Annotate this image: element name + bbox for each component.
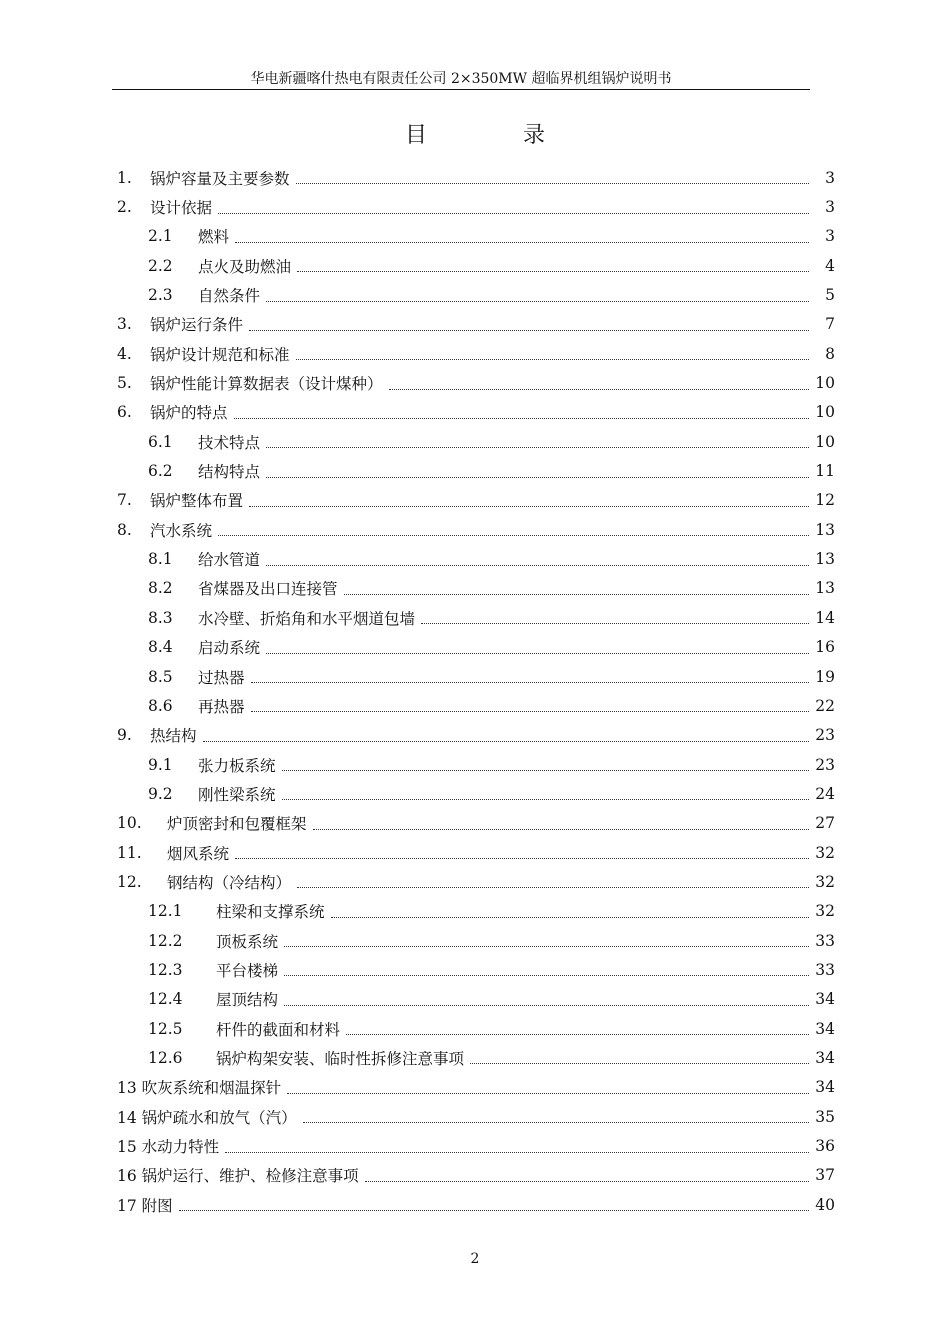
toc-entry-label: 烟风系统 [167, 844, 230, 863]
toc-entry[interactable] [117, 574, 835, 603]
toc-entry-label: 锅炉设计规范和标准 [150, 345, 290, 364]
toc-entry-label: 柱梁和支撑系统 [216, 903, 325, 922]
document-header: 华电新疆喀什热电有限责任公司 2×350MW 超临界机组锅炉说明书 [250, 71, 672, 87]
toc-entry-label: 省煤器及出口连接管 [198, 580, 338, 599]
toc-entry-number: 2.2 [148, 256, 173, 275]
toc-entry[interactable] [117, 310, 835, 339]
toc-entry[interactable] [117, 368, 835, 397]
dot-leader [421, 623, 809, 624]
toc-entry-label: 锅炉性能计算数据表（设计煤种） [150, 375, 383, 394]
toc-entry-page: 34 [815, 1019, 835, 1038]
toc-entry-page: 40 [815, 1195, 835, 1214]
toc-entry-label: 再热器 [198, 697, 245, 716]
dot-leader [266, 565, 809, 566]
dot-leader [296, 183, 809, 184]
toc-entry-number: 6.1 [148, 432, 173, 451]
toc-entry[interactable] [117, 222, 835, 251]
table-of-contents [117, 163, 835, 1219]
dot-leader [282, 770, 809, 771]
toc-entry-page: 13 [815, 579, 835, 598]
toc-entry[interactable] [117, 1190, 835, 1219]
toc-entry-number: 8.2 [148, 579, 173, 598]
toc-entry-page: 32 [815, 843, 835, 862]
dot-leader [313, 829, 809, 830]
toc-entry-page: 10 [815, 403, 835, 422]
toc-entry-number: 8.4 [148, 638, 173, 657]
dot-leader [266, 653, 809, 654]
toc-entry[interactable] [117, 897, 835, 926]
toc-entry-number: 12.1 [148, 902, 183, 921]
dot-leader [284, 1005, 809, 1006]
toc-entry-number: 12.2 [148, 931, 183, 950]
toc-entry-number: 2. [117, 198, 132, 217]
toc-entry-label: 13 吹灰系统和烟温探针 [117, 1079, 282, 1098]
toc-entry-label: 屋顶结构 [216, 991, 279, 1010]
toc-entry-label: 启动系统 [198, 639, 261, 658]
dot-leader [251, 711, 809, 712]
toc-entry-label: 水冷壁、折焰角和水平烟道包墙 [198, 609, 416, 628]
toc-entry-page: 35 [815, 1107, 835, 1126]
toc-entry-label: 锅炉整体布置 [150, 492, 244, 511]
toc-entry[interactable] [117, 1131, 835, 1160]
toc-entry[interactable] [117, 1102, 835, 1131]
toc-entry[interactable] [117, 838, 835, 867]
dot-leader [389, 389, 809, 390]
toc-entry-number: 9.1 [148, 755, 173, 774]
toc-entry[interactable] [117, 867, 835, 896]
toc-entry-page: 7 [825, 315, 835, 334]
toc-entry[interactable] [117, 398, 835, 427]
toc-entry-label: 设计依据 [150, 199, 213, 218]
toc-entry-label: 15 水动力特性 [117, 1138, 220, 1157]
toc-entry-number: 2.3 [148, 286, 173, 305]
toc-entry-number: 8.6 [148, 696, 173, 715]
toc-entry-page: 23 [815, 755, 835, 774]
toc-entry-label: 平台楼梯 [216, 961, 279, 980]
toc-entry-label: 汽水系统 [150, 521, 213, 540]
toc-entry-page: 14 [815, 608, 835, 627]
toc-entry-label: 钢结构（冷结构） [167, 873, 292, 892]
toc-entry-number: 5. [117, 374, 132, 393]
dot-leader [331, 917, 809, 918]
toc-entry[interactable] [117, 515, 835, 544]
toc-entry-page: 4 [825, 256, 835, 275]
dot-leader [266, 447, 809, 448]
toc-title: 目录 [404, 123, 641, 148]
toc-entry-label: 17 附图 [117, 1196, 173, 1215]
toc-entry-label: 技术特点 [198, 433, 261, 452]
toc-entry-page: 8 [825, 344, 835, 363]
toc-entry-number: 10. [117, 814, 142, 833]
dot-leader [470, 1063, 809, 1064]
toc-entry[interactable] [117, 427, 835, 456]
dot-leader [303, 1122, 809, 1123]
toc-entry[interactable] [117, 1073, 835, 1102]
dot-leader [266, 301, 809, 302]
toc-entry-label: 锅炉运行条件 [150, 316, 244, 335]
toc-entry-page: 13 [815, 550, 835, 569]
toc-entry-label: 点火及助燃油 [198, 257, 292, 276]
toc-entry-number: 12.6 [148, 1048, 183, 1067]
toc-entry-number: 1. [117, 168, 132, 187]
dot-leader [346, 1034, 809, 1035]
toc-entry-label: 锅炉容量及主要参数 [150, 169, 290, 188]
dot-leader [179, 1210, 809, 1211]
toc-entry-number: 8.3 [148, 608, 173, 627]
toc-entry-page: 37 [815, 1166, 835, 1185]
toc-entry-label: 过热器 [198, 668, 245, 687]
toc-entry-page: 11 [815, 462, 835, 481]
toc-entry-number: 11. [117, 843, 142, 862]
toc-entry-page: 3 [825, 227, 835, 246]
toc-entry-number: 12. [117, 872, 142, 891]
dot-leader [249, 506, 809, 507]
dot-leader [235, 242, 809, 243]
toc-entry[interactable] [117, 486, 835, 515]
toc-entry-page: 27 [815, 814, 835, 833]
toc-entry-number: 9.2 [148, 784, 173, 803]
header-divider [112, 89, 810, 90]
dot-leader [249, 330, 809, 331]
toc-entry-page: 34 [815, 1048, 835, 1067]
toc-entry-label: 杆件的截面和材料 [216, 1020, 341, 1039]
toc-entry[interactable] [117, 633, 835, 662]
toc-entry-number: 6. [117, 403, 132, 422]
toc-entry-label: 热结构 [150, 727, 197, 746]
toc-entry-label: 16 锅炉运行、维护、检修注意事项 [117, 1167, 359, 1186]
toc-entry-page: 32 [815, 872, 835, 891]
toc-entry-label: 自然条件 [198, 287, 261, 306]
toc-entry-page: 3 [825, 168, 835, 187]
toc-entry[interactable] [117, 603, 835, 632]
dot-leader [287, 1093, 809, 1094]
toc-entry-number: 8. [117, 520, 132, 539]
toc-entry-number: 12.5 [148, 1019, 183, 1038]
dot-leader [297, 887, 809, 888]
toc-entry[interactable] [117, 809, 835, 838]
toc-entry[interactable] [117, 280, 835, 309]
toc-entry-page: 33 [815, 960, 835, 979]
toc-entry[interactable] [117, 721, 835, 750]
toc-entry-number: 12.3 [148, 960, 183, 979]
toc-entry-page: 10 [815, 374, 835, 393]
toc-entry-page: 19 [815, 667, 835, 686]
toc-entry-label: 炉顶密封和包覆框架 [167, 815, 307, 834]
toc-entry-number: 9. [117, 726, 132, 745]
toc-entry-page: 32 [815, 902, 835, 921]
dot-leader [344, 594, 809, 595]
toc-entry-number: 6.2 [148, 462, 173, 481]
toc-entry[interactable] [117, 662, 835, 691]
toc-entry[interactable] [117, 926, 835, 955]
dot-leader [297, 271, 809, 272]
dot-leader [266, 477, 809, 478]
toc-entry-label: 14 锅炉疏水和放气（汽） [117, 1108, 297, 1127]
toc-entry[interactable] [117, 955, 835, 984]
dot-leader [365, 1181, 809, 1182]
dot-leader [203, 741, 809, 742]
dot-leader [282, 799, 809, 800]
toc-entry-page: 23 [815, 726, 835, 745]
toc-entry-label: 锅炉的特点 [150, 404, 228, 423]
toc-entry[interactable] [117, 1043, 835, 1072]
toc-entry-page: 5 [825, 286, 835, 305]
toc-entry-label: 张力板系统 [198, 756, 276, 775]
toc-entry-number: 3. [117, 315, 132, 334]
toc-entry-page: 24 [815, 784, 835, 803]
dot-leader [218, 213, 809, 214]
toc-entry-page: 22 [815, 696, 835, 715]
toc-entry-number: 8.5 [148, 667, 173, 686]
toc-entry-label: 锅炉构架安装、临时性拆修注意事项 [216, 1049, 465, 1068]
toc-entry[interactable] [117, 339, 835, 368]
toc-entry[interactable] [117, 456, 835, 485]
toc-entry[interactable] [117, 779, 835, 808]
toc-entry-page: 10 [815, 432, 835, 451]
toc-entry[interactable] [117, 985, 835, 1014]
dot-leader [284, 946, 809, 947]
dot-leader [296, 359, 809, 360]
page-number: 2 [470, 1251, 480, 1267]
toc-entry[interactable] [117, 544, 835, 573]
toc-entry-page: 12 [815, 491, 835, 510]
toc-entry-label: 顶板系统 [216, 932, 279, 951]
dot-leader [225, 1152, 809, 1153]
toc-entry-label: 刚性梁系统 [198, 785, 276, 804]
toc-entry-page: 16 [815, 638, 835, 657]
toc-entry-page: 34 [815, 1078, 835, 1097]
dot-leader [218, 535, 809, 536]
toc-entry-number: 8.1 [148, 550, 173, 569]
dot-leader [284, 975, 809, 976]
toc-entry-number: 7. [117, 491, 132, 510]
toc-entry-page: 3 [825, 198, 835, 217]
toc-entry-number: 12.4 [148, 990, 183, 1009]
toc-entry[interactable] [117, 1014, 835, 1043]
toc-entry-page: 33 [815, 931, 835, 950]
toc-entry[interactable] [117, 163, 835, 192]
toc-entry[interactable] [117, 1161, 835, 1190]
toc-entry[interactable] [117, 251, 835, 280]
toc-entry[interactable] [117, 192, 835, 221]
toc-entry-label: 给水管道 [198, 551, 261, 570]
toc-entry[interactable] [117, 750, 835, 779]
toc-entry-number: 2.1 [148, 227, 173, 246]
dot-leader [235, 858, 809, 859]
dot-leader [234, 418, 809, 419]
toc-entry[interactable] [117, 691, 835, 720]
toc-entry-label: 燃料 [198, 228, 230, 247]
toc-entry-page: 36 [815, 1137, 835, 1156]
toc-entry-page: 13 [815, 520, 835, 539]
toc-entry-label: 结构特点 [198, 463, 261, 482]
toc-entry-number: 4. [117, 344, 132, 363]
toc-entry-page: 34 [815, 990, 835, 1009]
dot-leader [251, 682, 809, 683]
